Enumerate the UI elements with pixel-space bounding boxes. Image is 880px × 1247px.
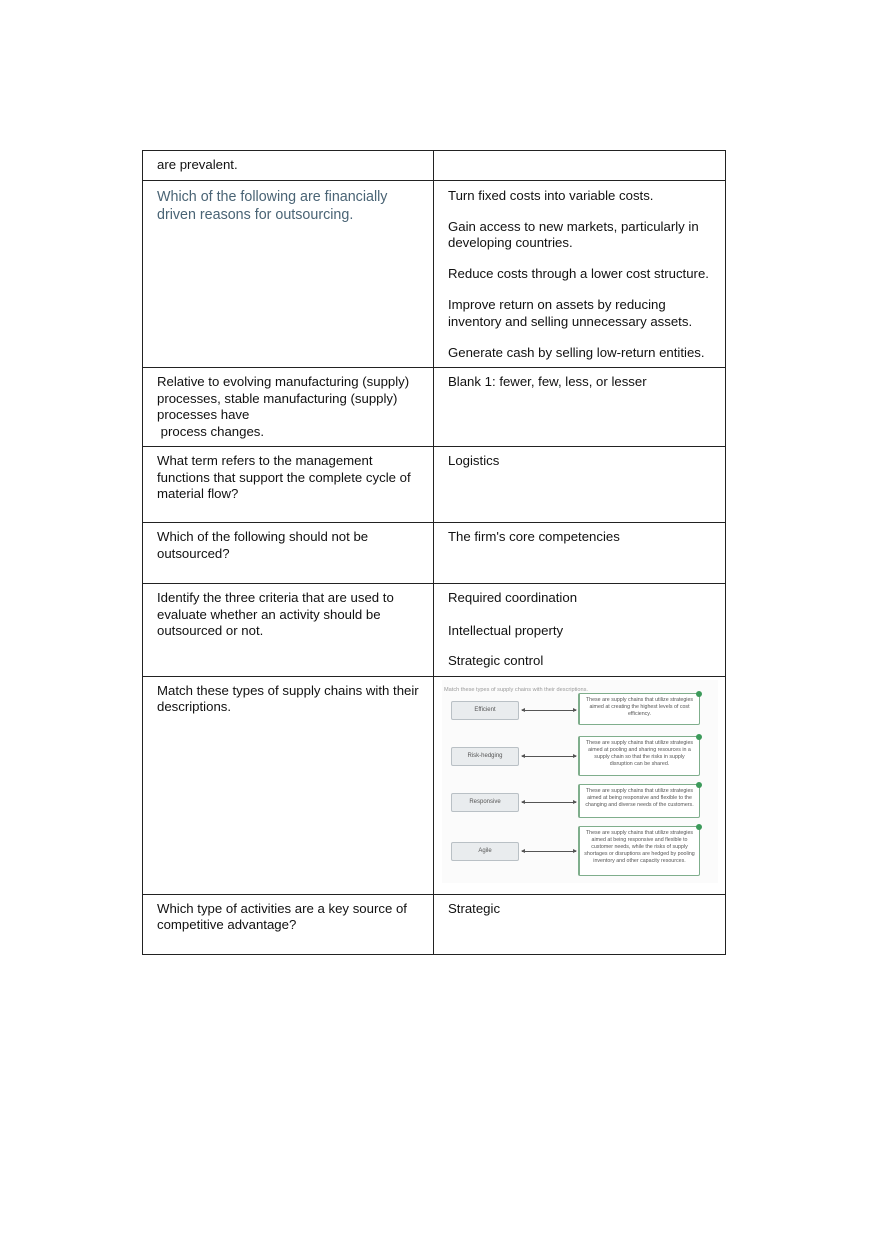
description-box: [578, 826, 700, 876]
table-row: [143, 676, 726, 894]
answer-text: Strategic control: [448, 653, 544, 668]
question-text: Relative to evolving manufacturing (supply) processes, stable manufacturing (supply) processes have process changes.: [157, 374, 410, 439]
question-cell: [143, 584, 434, 677]
table-row: [143, 894, 726, 954]
answer-cell: [434, 894, 726, 954]
answer-cell: [434, 523, 726, 584]
table-row: [143, 180, 726, 368]
answer-cell: [434, 676, 726, 894]
answer-text: Blank 1: fewer, few, less, or lesser: [448, 374, 647, 389]
answer-cell: [434, 151, 726, 181]
answer-text: Reduce costs through a lower cost structure.: [448, 266, 709, 281]
question-text: Identify the three criteria that are used to evaluate whether an activity should be outsourced or not.: [157, 590, 394, 638]
question-cell: [143, 894, 434, 954]
answer-text: Strategic: [448, 900, 501, 916]
check-icon: [696, 734, 702, 740]
question-text: Which type of activities are a key source of competitive advantage?: [157, 900, 407, 932]
term-box: Responsive: [451, 793, 519, 812]
answer-text: Gain access to new markets, particularly in developing countries.: [448, 218, 699, 250]
question-text: are prevalent.: [157, 157, 238, 172]
question-cell: [143, 151, 434, 181]
description-box: [578, 784, 700, 818]
question-cell: [143, 447, 434, 523]
question-text: What term refers to the management functions that support the complete cycle of material flow?: [157, 453, 411, 501]
matching-screenshot: [442, 680, 718, 883]
description-box: [578, 736, 700, 776]
term-box: Agile: [451, 842, 519, 861]
answer-text: The firm's core competencies: [448, 529, 620, 544]
answer-cell: [434, 447, 726, 523]
table-row: [143, 368, 726, 447]
table-row: [143, 447, 726, 523]
matching-caption: Match these types of supply chains with their descriptions.: [444, 686, 588, 693]
description-box: [578, 693, 700, 725]
match-arrow: [522, 851, 576, 852]
match-arrow: [522, 756, 576, 757]
question-text: Match these types of supply chains with their descriptions.: [157, 682, 419, 714]
match-arrow: [522, 802, 576, 803]
answer-text: Logistics: [448, 453, 500, 468]
question-cell: [143, 523, 434, 584]
check-icon: [696, 824, 702, 830]
answer-text: Turn fixed costs into variable costs.: [448, 187, 654, 203]
term-box: Risk-hedging: [451, 747, 519, 766]
qa-table: [142, 150, 726, 955]
match-arrow: [522, 710, 576, 711]
question-text: Which of the following are financially driven reasons for outsourcing.: [157, 188, 388, 223]
check-icon: [696, 691, 702, 697]
description-text: These are supply chains that utilize strategies aimed at being responsive and flexible to the changing and diverse needs of the customers.: [585, 787, 694, 808]
answer-cell: [434, 584, 726, 677]
term-box: Efficient: [451, 701, 519, 720]
answer-text: Required coordination: [448, 590, 578, 605]
answer-text: Intellectual property: [448, 622, 564, 638]
table-row: [143, 523, 726, 584]
answer-text: Generate cash by selling low-return entities.: [448, 344, 705, 360]
description-text: These are supply chains that utilize strategies aimed at creating the highest levels of cost efficiency.: [585, 696, 694, 717]
question-cell: [143, 676, 434, 894]
answer-cell: [434, 368, 726, 447]
description-text: These are supply chains that utilize strategies aimed at pooling and sharing resources in a supply chain so that the risks in supply disruption can be shared.: [585, 739, 694, 767]
answer-text: Improve return on assets by reducing inventory and selling unnecessary assets.: [448, 297, 693, 329]
table-row: [143, 584, 726, 677]
table-row: [143, 151, 726, 181]
question-cell: [143, 368, 434, 447]
question-cell: [143, 180, 434, 368]
check-icon: [696, 782, 702, 788]
question-text: Which of the following should not be outsourced?: [157, 529, 369, 561]
answer-cell: [434, 180, 726, 368]
description-text: These are supply chains that utilize strategies aimed at being responsive and flexible to customer needs, while the risks of supply shortages or disruptions are hedged by pooling inventory and other capacity resources.: [584, 829, 695, 864]
